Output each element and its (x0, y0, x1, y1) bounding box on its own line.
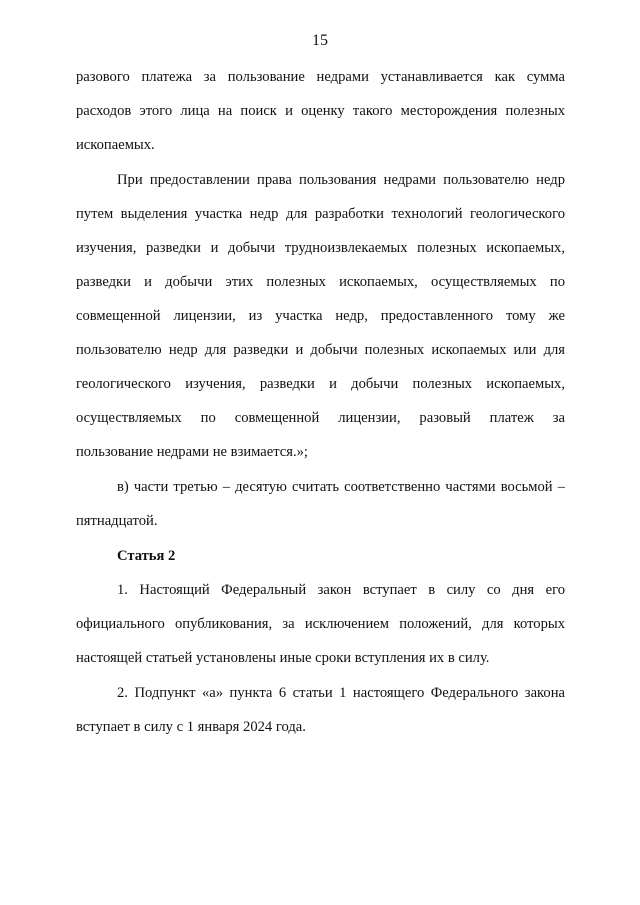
paragraph-line: разведки и добычи этих полезных ископаемых, осуществляемых по (76, 274, 565, 290)
paragraph-line: расходов этого лица на поиск и оценку такого месторождения полезных (76, 103, 565, 119)
paragraph-line: разового платежа за пользование недрами устанавливается как сумма (76, 69, 565, 85)
paragraph-line: осуществляемых по совмещенной лицензии, разовый платеж за (76, 410, 565, 426)
paragraph-line: путем выделения участка недр для разработки технологий геологического (76, 206, 565, 222)
paragraph-line: 1. Настоящий Федеральный закон вступает в силу со дня его (117, 582, 565, 598)
paragraph-line: в) части третью – десятую считать соответственно частями восьмой – (117, 479, 565, 495)
paragraph-line: настоящей статьей установлены иные сроки вступления их в силу. (76, 650, 490, 666)
paragraph-line: ископаемых. (76, 137, 155, 153)
paragraph-line: геологического изучения, разведки и добычи полезных ископаемых, (76, 376, 565, 392)
paragraph-line: изучения, разведки и добычи трудноизвлекаемых полезных ископаемых, (76, 240, 565, 256)
paragraph-line: официального опубликования, за исключением положений, для которых (76, 616, 565, 632)
paragraph-line: При предоставлении права пользования недрами пользователю недр (117, 172, 565, 188)
paragraph-line: 2. Подпункт «а» пункта 6 статьи 1 настоящего Федерального закона (117, 685, 565, 701)
paragraph-line: пользование недрами не взимается.»; (76, 444, 308, 460)
article-heading: Статья 2 (117, 548, 176, 564)
paragraph-line: совмещенной лицензии, из участка недр, предоставленного тому же (76, 308, 565, 324)
paragraph-line: вступает в силу с 1 января 2024 года. (76, 719, 306, 735)
page-number: 15 (312, 32, 328, 49)
paragraph-line: пятнадцатой. (76, 513, 158, 529)
paragraph-line: пользователю недр для разведки и добычи полезных ископаемых или для (76, 342, 565, 358)
